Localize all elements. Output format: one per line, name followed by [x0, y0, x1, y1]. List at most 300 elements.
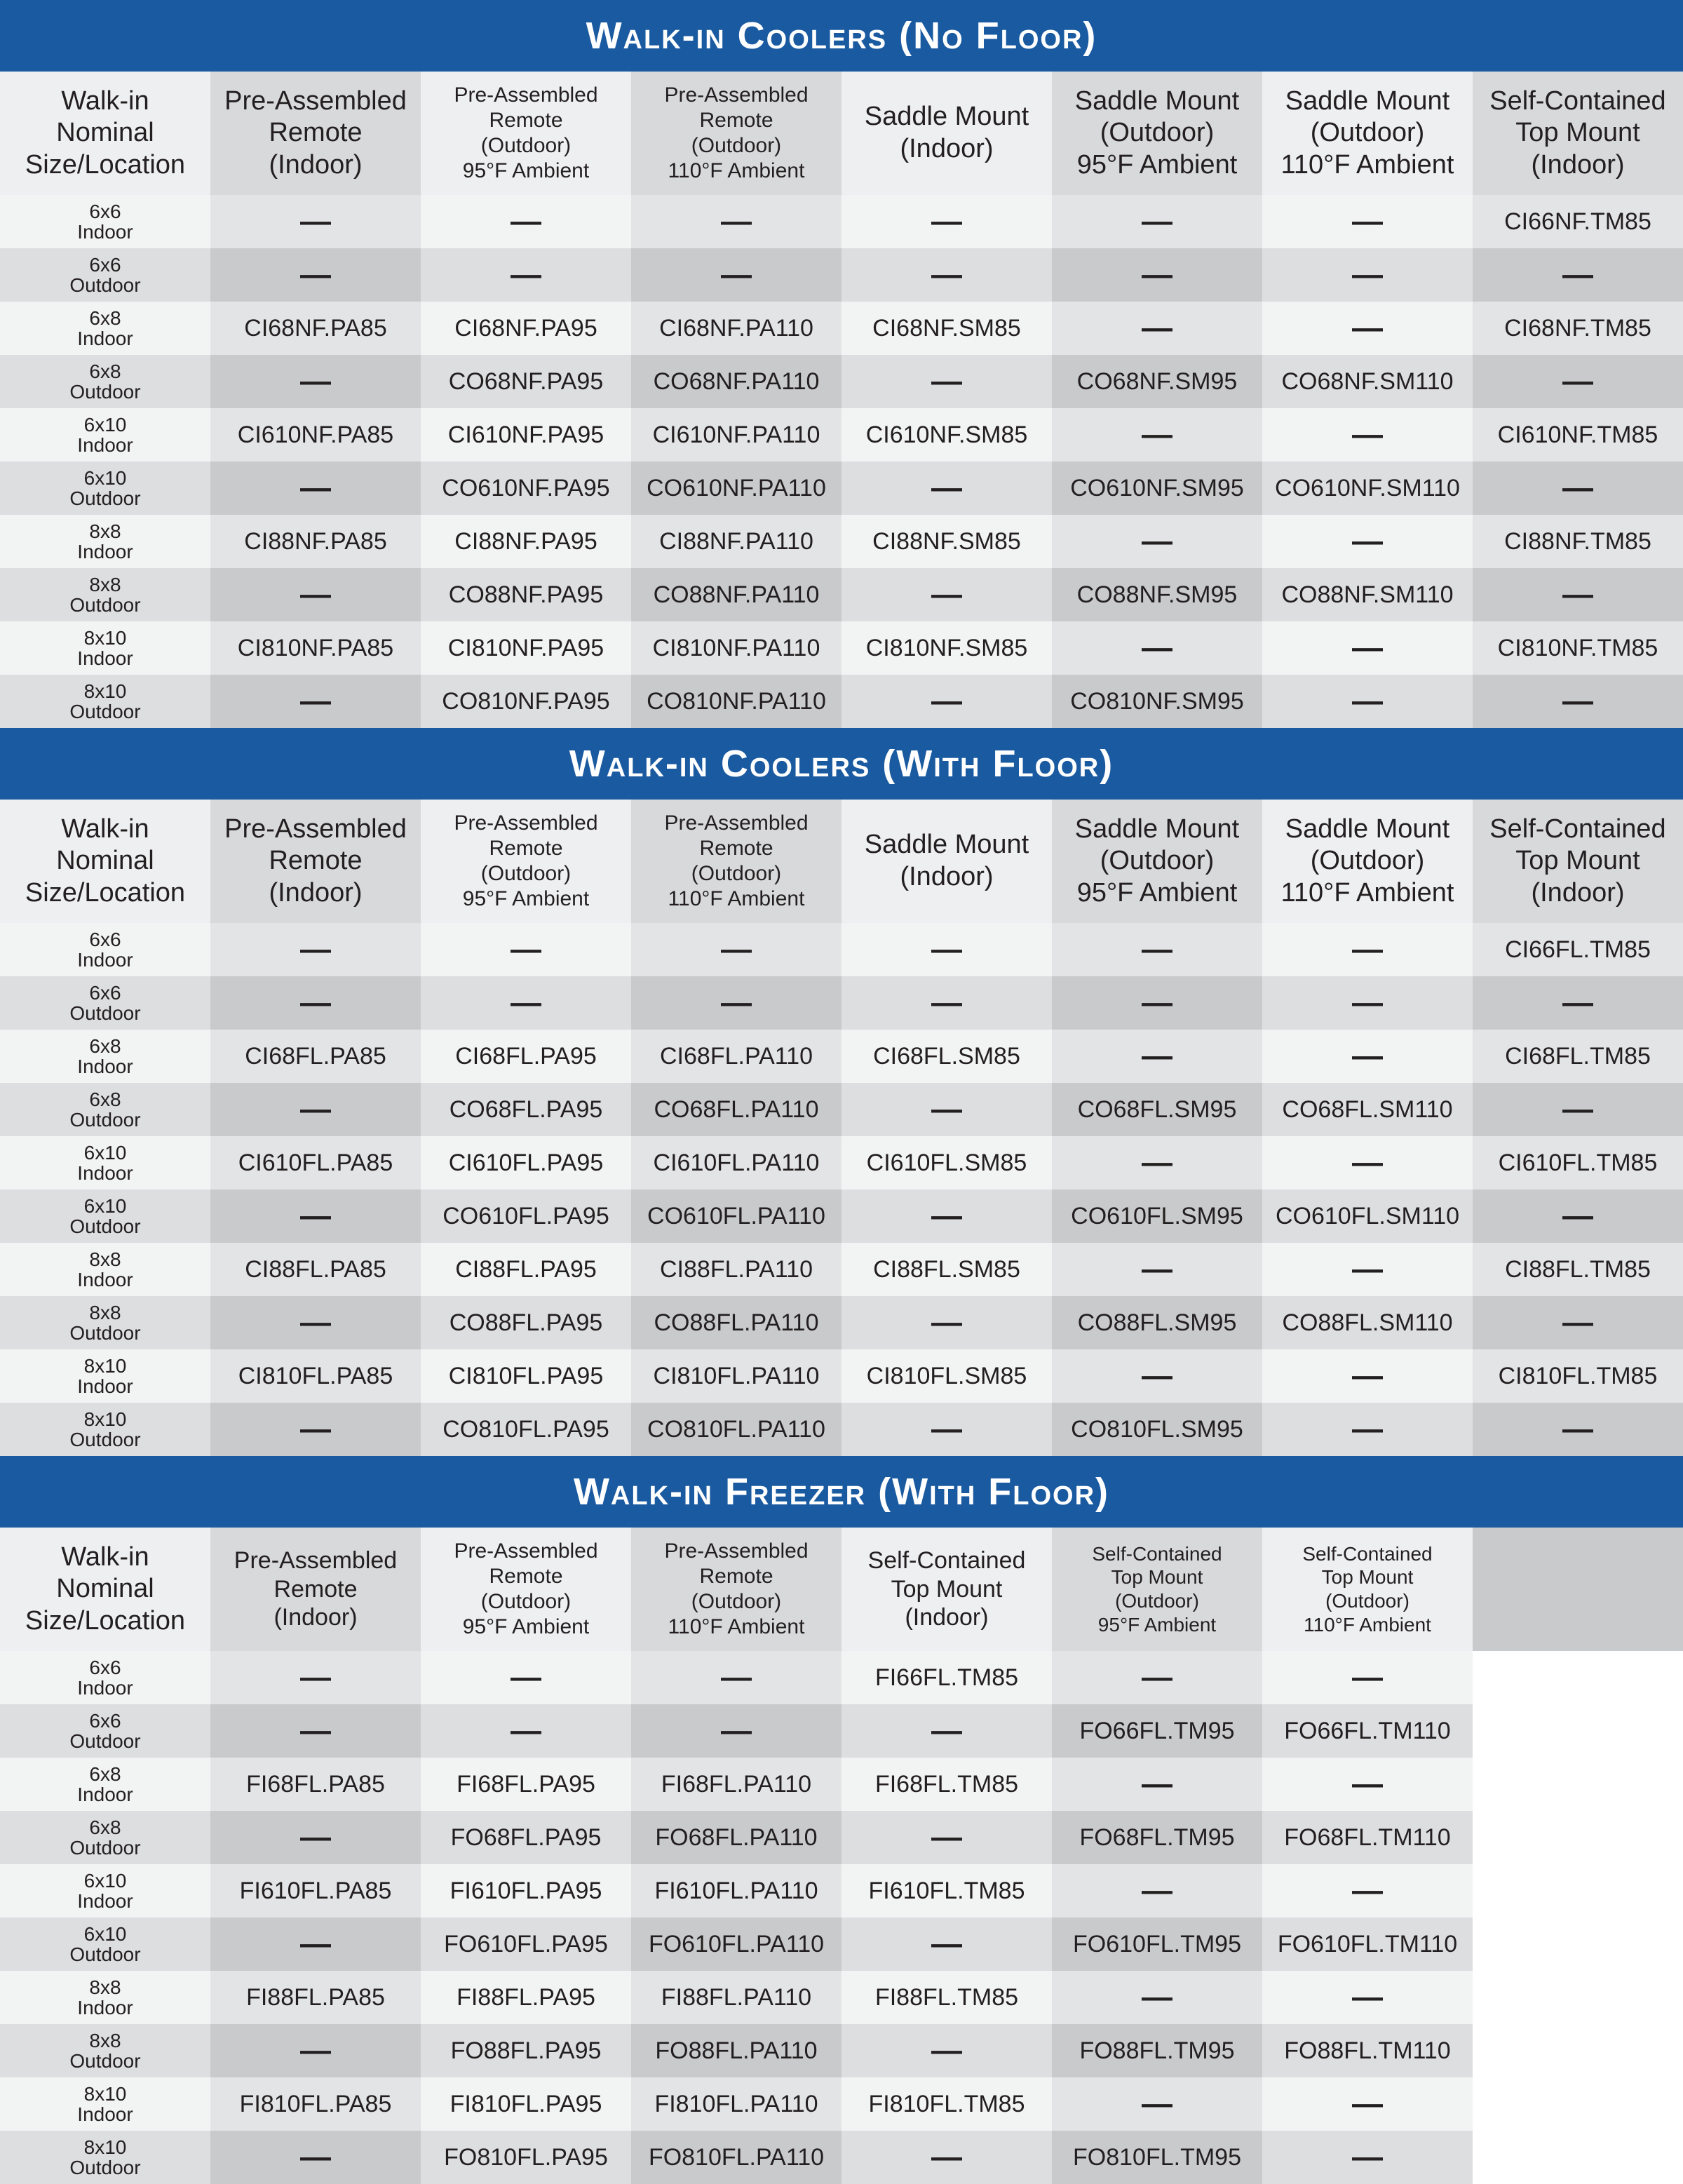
model-cell: —	[842, 195, 1052, 248]
column-header-line: 110°F Ambient	[1280, 149, 1454, 180]
model-cell: CI810FL.PA95	[421, 1349, 631, 1403]
model-cell: CI68NF.TM85	[1473, 302, 1683, 355]
column-header	[1052, 72, 1262, 195]
size-label: 6x8	[89, 1088, 121, 1110]
model-cell: —	[1262, 2131, 1473, 2184]
column-header	[1052, 800, 1262, 923]
column-header	[0, 72, 210, 195]
size-location-cell	[0, 1189, 210, 1243]
model-cell: CI88FL.PA110	[631, 1243, 842, 1296]
column-header	[210, 800, 421, 923]
table-row	[0, 515, 1683, 568]
model-table	[0, 800, 1683, 1456]
model-cell: —	[1262, 408, 1473, 461]
table-row	[0, 1811, 1683, 1864]
table-body	[0, 195, 1683, 728]
column-header-line: 110°F Ambient	[1280, 877, 1454, 908]
size-label: 8x8	[89, 573, 121, 595]
model-cell: —	[1473, 1189, 1683, 1243]
column-header-line: 110°F Ambient	[668, 1615, 805, 1638]
model-cell: CO68NF.SM110	[1262, 355, 1473, 408]
model-cell: FO68FL.PA95	[421, 1811, 631, 1864]
location-label: Outdoor	[69, 1002, 141, 1024]
table-row	[0, 1403, 1683, 1456]
table-row	[0, 2131, 1683, 2184]
model-cell: CO68FL.PA110	[631, 1083, 842, 1136]
column-header-line: Saddle Mount	[864, 830, 1029, 860]
size-label: 8x10	[83, 2082, 127, 2105]
column-header-line: (Outdoor)	[691, 1590, 782, 1613]
size-location-cell	[0, 2077, 210, 2131]
location-label: Outdoor	[69, 274, 141, 296]
table-row	[0, 1704, 1683, 1758]
model-cell: —	[210, 2024, 421, 2077]
column-header-line: Top Mount	[891, 1575, 1003, 1603]
column-header-line: (Outdoor)	[480, 134, 572, 157]
column-header-line: (Outdoor)	[480, 862, 572, 885]
table-row	[0, 568, 1683, 621]
model-cell: CI88FL.TM85	[1473, 1243, 1683, 1296]
size-label: 6x10	[83, 1922, 127, 1945]
size-label: 6x6	[89, 200, 121, 222]
location-label: Indoor	[77, 949, 133, 971]
model-cell: FI810FL.PA95	[421, 2077, 631, 2131]
size-label: 8x8	[89, 1301, 121, 1323]
model-cell: CI68NF.PA95	[421, 302, 631, 355]
size-location-cell	[0, 515, 210, 568]
model-cell: FI68FL.PA110	[631, 1758, 842, 1811]
size-label: 6x10	[83, 1141, 127, 1164]
model-cell: —	[1262, 1243, 1473, 1296]
model-cell: CO810NF.PA110	[631, 675, 842, 728]
model-cell: CO88NF.PA95	[421, 568, 631, 621]
column-header	[842, 1528, 1052, 1651]
model-cell: CI88FL.SM85	[842, 1243, 1052, 1296]
model-cell: CI88NF.PA85	[210, 515, 421, 568]
model-cell: FI68FL.TM85	[842, 1758, 1052, 1811]
model-cell: FI610FL.TM85	[842, 1864, 1052, 1917]
column-header-line: Self-Contained	[1489, 814, 1666, 844]
model-cell: FI810FL.PA110	[631, 2077, 842, 2131]
column-header-line: Self-Contained	[867, 1546, 1026, 1574]
section-title: Walk-in Coolers (No Floor)	[0, 0, 1683, 72]
model-cell: —	[421, 195, 631, 248]
column-header-line: Pre-Assembled	[224, 86, 407, 116]
location-label: Indoor	[77, 1375, 133, 1397]
column-header-line: Nominal	[56, 1574, 154, 1604]
model-cell: FI810FL.PA85	[210, 2077, 421, 2131]
model-cell: CI810NF.TM85	[1473, 621, 1683, 675]
location-label: Outdoor	[69, 1322, 141, 1344]
column-header	[631, 800, 842, 923]
model-cell: —	[1052, 1136, 1262, 1189]
model-cell: —	[1262, 1971, 1473, 2024]
model-cell: FO610FL.TM95	[1052, 1917, 1262, 1971]
model-cell: FI610FL.PA110	[631, 1864, 842, 1917]
model-cell: —	[842, 248, 1052, 302]
column-header-line: (Outdoor)	[1100, 846, 1215, 876]
table-row	[0, 976, 1683, 1030]
model-cell: CO610NF.PA95	[421, 461, 631, 515]
column-header	[631, 72, 842, 195]
column-header-line: 110°F Ambient	[1304, 1613, 1431, 1636]
model-cell: CI88NF.SM85	[842, 515, 1052, 568]
model-cell: —	[421, 1651, 631, 1704]
model-cell: —	[210, 1651, 421, 1704]
table-row	[0, 1243, 1683, 1296]
size-location-cell	[0, 1864, 210, 1917]
size-label: 6x6	[89, 253, 121, 276]
model-cell: —	[210, 1917, 421, 1971]
model-table	[0, 1528, 1683, 2184]
model-cell: —	[210, 1704, 421, 1758]
model-cell: FI68FL.PA95	[421, 1758, 631, 1811]
model-cell: CO88NF.SM110	[1262, 568, 1473, 621]
column-header	[0, 1528, 210, 1651]
model-cell: —	[1052, 976, 1262, 1030]
model-cell: —	[842, 355, 1052, 408]
column-header-line: Size/Location	[25, 877, 186, 908]
model-cell: CI68NF.PA110	[631, 302, 842, 355]
model-cell: —	[210, 2131, 421, 2184]
model-cell: —	[421, 976, 631, 1030]
model-cell: CI68FL.PA110	[631, 1030, 842, 1083]
model-cell: —	[842, 1403, 1052, 1456]
model-cell: —	[1262, 976, 1473, 1030]
model-cell: CI610NF.PA85	[210, 408, 421, 461]
model-cell: CO610NF.SM95	[1052, 461, 1262, 515]
table-row	[0, 2077, 1683, 2131]
model-cell: —	[210, 355, 421, 408]
model-cell: CO88FL.SM110	[1262, 1296, 1473, 1349]
model-cell: FO88FL.PA110	[631, 2024, 842, 2077]
model-cell: —	[1052, 302, 1262, 355]
model-cell: —	[842, 976, 1052, 1030]
model-cell: —	[210, 1811, 421, 1864]
model-cell: CI68FL.PA95	[421, 1030, 631, 1083]
model-cell: —	[631, 1651, 842, 1704]
model-cell: —	[842, 675, 1052, 728]
model-cell: —	[1262, 1864, 1473, 1917]
column-header-line: (Outdoor)	[691, 862, 782, 885]
size-label: 6x10	[83, 1194, 127, 1217]
model-cell: CO610FL.PA110	[631, 1189, 842, 1243]
column-header	[210, 72, 421, 195]
model-cell: CI88FL.PA95	[421, 1243, 631, 1296]
column-header-line: Top Mount	[1515, 846, 1640, 876]
size-label: 8x10	[83, 1408, 127, 1430]
model-cell: —	[1262, 1030, 1473, 1083]
location-label: Indoor	[77, 1784, 133, 1805]
location-label: Outdoor	[69, 1429, 141, 1450]
column-header-line: Remote	[269, 846, 363, 876]
column-header	[1262, 800, 1473, 923]
model-cell: CI88NF.PA110	[631, 515, 842, 568]
model-cell: CI66NF.TM85	[1473, 195, 1683, 248]
column-header-line: (Indoor)	[1531, 149, 1625, 180]
model-cell: CI810FL.PA110	[631, 1349, 842, 1403]
model-cell: CI810NF.PA110	[631, 621, 842, 675]
model-cell: CI68NF.PA85	[210, 302, 421, 355]
model-cell: —	[1052, 248, 1262, 302]
location-label: Indoor	[77, 1056, 133, 1077]
column-header-line: Remote	[489, 837, 563, 860]
model-cell: CO68FL.PA95	[421, 1083, 631, 1136]
table-row	[0, 248, 1683, 302]
column-header-line: Pre-Assembled	[664, 83, 809, 107]
model-cell: CI68FL.SM85	[842, 1030, 1052, 1083]
table-row	[0, 2024, 1683, 2077]
model-cell: —	[1262, 1758, 1473, 1811]
model-cell: —	[631, 248, 842, 302]
size-location-cell	[0, 1083, 210, 1136]
model-cell: CI810NF.PA95	[421, 621, 631, 675]
size-label: 8x10	[83, 680, 127, 702]
model-cell: FI66FL.TM85	[842, 1651, 1052, 1704]
model-cell: FI810FL.TM85	[842, 2077, 1052, 2131]
header-row	[0, 72, 1683, 195]
model-cell: —	[631, 1704, 842, 1758]
model-cell: —	[1262, 1136, 1473, 1189]
model-cell: FO66FL.TM110	[1262, 1704, 1473, 1758]
location-label: Indoor	[77, 1890, 133, 1912]
size-location-cell	[0, 1758, 210, 1811]
size-location-cell	[0, 675, 210, 728]
column-header-line: 110°F Ambient	[668, 159, 805, 182]
column-header-line: Saddle Mount	[1074, 814, 1240, 844]
model-cell: —	[210, 923, 421, 976]
size-label: 6x10	[83, 1869, 127, 1892]
size-location-cell	[0, 923, 210, 976]
model-cell: CO68FL.SM110	[1262, 1083, 1473, 1136]
model-cell: CO810FL.PA110	[631, 1403, 842, 1456]
model-cell: FI88FL.PA85	[210, 1971, 421, 2024]
size-location-cell	[0, 568, 210, 621]
model-cell: FI610FL.PA85	[210, 1864, 421, 1917]
location-label: Outdoor	[69, 594, 141, 616]
column-header-line: Self-Contained	[1489, 86, 1666, 116]
column-header-line: 95°F Ambient	[462, 1615, 590, 1638]
table-row	[0, 302, 1683, 355]
model-cell: FI88FL.PA95	[421, 1971, 631, 2024]
column-header-line: Remote	[273, 1575, 358, 1603]
location-label: Outdoor	[69, 1730, 141, 1752]
column-header	[1262, 72, 1473, 195]
model-cell: —	[1262, 1349, 1473, 1403]
model-cell: CO810NF.SM95	[1052, 675, 1262, 728]
model-cell: —	[421, 1704, 631, 1758]
header-row	[0, 1528, 1683, 1651]
size-location-cell	[0, 1704, 210, 1758]
location-label: Indoor	[77, 1997, 133, 2018]
size-location-cell	[0, 1296, 210, 1349]
model-cell: —	[1262, 675, 1473, 728]
model-cell: —	[1262, 923, 1473, 976]
model-cell: CO610NF.SM110	[1262, 461, 1473, 515]
column-header-line: Top Mount	[1321, 1566, 1414, 1589]
size-location-cell	[0, 1030, 210, 1083]
table-row	[0, 408, 1683, 461]
column-header	[842, 800, 1052, 923]
column-header-line: 95°F Ambient	[1097, 1613, 1217, 1636]
model-cell: —	[210, 195, 421, 248]
model-cell: —	[210, 1403, 421, 1456]
model-cell: FO610FL.PA95	[421, 1917, 631, 1971]
model-cell: CI810NF.PA85	[210, 621, 421, 675]
section-title: Walk-in Freezer (With Floor)	[0, 1456, 1683, 1528]
location-label: Outdoor	[69, 2050, 141, 2072]
table-header	[0, 1528, 1683, 1651]
table-row	[0, 1030, 1683, 1083]
model-cell: CO88FL.SM95	[1052, 1296, 1262, 1349]
model-cell: —	[842, 1083, 1052, 1136]
column-header-line: Remote	[489, 1565, 563, 1588]
model-cell: CO68NF.PA95	[421, 355, 631, 408]
model-cell: —	[1052, 1971, 1262, 2024]
column-header-line: Nominal	[56, 118, 154, 148]
column-header	[1052, 1528, 1262, 1651]
model-cell: FI88FL.TM85	[842, 1971, 1052, 2024]
model-cell: —	[1262, 248, 1473, 302]
model-cell: —	[1262, 2077, 1473, 2131]
model-cell: —	[1473, 976, 1683, 1030]
location-label: Outdoor	[69, 487, 141, 509]
size-label: 8x10	[83, 2136, 127, 2158]
size-label: 8x8	[89, 1248, 121, 1270]
model-cell: —	[631, 976, 842, 1030]
size-label: 6x10	[83, 466, 127, 489]
column-header-line: Remote	[269, 118, 363, 148]
column-header-line: (Outdoor)	[1310, 846, 1425, 876]
location-label: Outdoor	[69, 1943, 141, 1965]
table-row	[0, 1189, 1683, 1243]
model-cell: —	[210, 1189, 421, 1243]
model-cell: FO610FL.PA110	[631, 1917, 842, 1971]
column-header-line: Remote	[699, 109, 773, 132]
model-cell: FO88FL.PA95	[421, 2024, 631, 2077]
column-header-line: Self-Contained	[1092, 1542, 1222, 1565]
column-header-line: 95°F Ambient	[462, 887, 590, 910]
location-label: Indoor	[77, 647, 133, 669]
column-header-line: Pre-Assembled	[664, 1539, 809, 1563]
model-cell: CI610NF.PA95	[421, 408, 631, 461]
table-body	[0, 1651, 1683, 2184]
table-row	[0, 1136, 1683, 1189]
location-label: Indoor	[77, 1269, 133, 1290]
model-cell: CI610NF.SM85	[842, 408, 1052, 461]
column-header-line: (Indoor)	[269, 149, 363, 180]
size-location-cell	[0, 1403, 210, 1456]
location-label: Outdoor	[69, 1109, 141, 1131]
model-cell: —	[1052, 621, 1262, 675]
model-cell: —	[1473, 461, 1683, 515]
model-cell: —	[842, 2024, 1052, 2077]
model-cell: —	[210, 1296, 421, 1349]
model-cell: —	[210, 675, 421, 728]
column-header-line: Top Mount	[1515, 118, 1640, 148]
table-row	[0, 1864, 1683, 1917]
size-location-cell	[0, 976, 210, 1030]
model-cell: CI810FL.PA85	[210, 1349, 421, 1403]
model-cell: —	[842, 1189, 1052, 1243]
column-header	[210, 1528, 421, 1651]
model-cell: CI88FL.PA85	[210, 1243, 421, 1296]
model-cell: —	[1052, 2077, 1262, 2131]
model-cell: —	[1473, 1083, 1683, 1136]
table-row	[0, 1758, 1683, 1811]
size-location-cell	[0, 195, 210, 248]
size-location-cell	[0, 1136, 210, 1189]
location-label: Indoor	[77, 541, 133, 562]
model-cell: CO810FL.PA95	[421, 1403, 631, 1456]
table-row	[0, 355, 1683, 408]
size-label: 6x6	[89, 1656, 121, 1678]
model-cell: —	[210, 248, 421, 302]
column-header-line: Pre-Assembled	[234, 1546, 398, 1574]
location-label: Outdoor	[69, 381, 141, 403]
size-location-cell	[0, 1349, 210, 1403]
model-cell: CI610FL.PA110	[631, 1136, 842, 1189]
location-label: Indoor	[77, 1162, 133, 1184]
column-header-line: Pre-Assembled	[664, 811, 809, 835]
model-cell: CO68NF.PA110	[631, 355, 842, 408]
model-cell: FO88FL.TM110	[1262, 2024, 1473, 2077]
column-header-line: 110°F Ambient	[668, 887, 805, 910]
column-header-line: Remote	[699, 1565, 773, 1588]
column-header-line: (Outdoor)	[480, 1590, 572, 1613]
model-cell: CO610FL.SM110	[1262, 1189, 1473, 1243]
column-header-line: Saddle Mount	[864, 102, 1029, 132]
model-cell: FO810FL.TM95	[1052, 2131, 1262, 2184]
size-label: 8x8	[89, 520, 121, 542]
table-row	[0, 461, 1683, 515]
size-label: 6x6	[89, 928, 121, 950]
model-cell: —	[842, 461, 1052, 515]
table-header	[0, 72, 1683, 195]
model-cell: CO88NF.PA110	[631, 568, 842, 621]
column-header-line: (Indoor)	[1531, 877, 1625, 908]
size-location-cell	[0, 1917, 210, 1971]
table-row	[0, 1296, 1683, 1349]
model-cell: —	[1052, 1758, 1262, 1811]
model-cell: —	[1473, 355, 1683, 408]
column-header	[421, 800, 631, 923]
model-cell: CO88NF.SM95	[1052, 568, 1262, 621]
table-row	[0, 195, 1683, 248]
size-label: 8x8	[89, 2029, 121, 2051]
model-cell: —	[842, 1296, 1052, 1349]
model-cell: —	[842, 1811, 1052, 1864]
column-header-line: Top Mount	[1111, 1566, 1203, 1589]
model-cell: —	[842, 1704, 1052, 1758]
column-header	[0, 800, 210, 923]
column-header-line: Pre-Assembled	[224, 814, 407, 844]
table-row	[0, 675, 1683, 728]
column-header-line: Remote	[699, 837, 773, 860]
model-cell: —	[210, 461, 421, 515]
table-row	[0, 621, 1683, 675]
column-header	[842, 72, 1052, 195]
column-header	[631, 1528, 842, 1651]
model-cell: —	[1052, 1030, 1262, 1083]
location-label: Outdoor	[69, 1837, 141, 1859]
model-cell: —	[1262, 1403, 1473, 1456]
column-header-line: Walk-in	[61, 86, 149, 116]
column-header-line: 95°F Ambient	[1076, 877, 1238, 908]
model-cell: —	[1473, 568, 1683, 621]
model-cell: FI68FL.PA85	[210, 1758, 421, 1811]
model-cell: —	[842, 568, 1052, 621]
